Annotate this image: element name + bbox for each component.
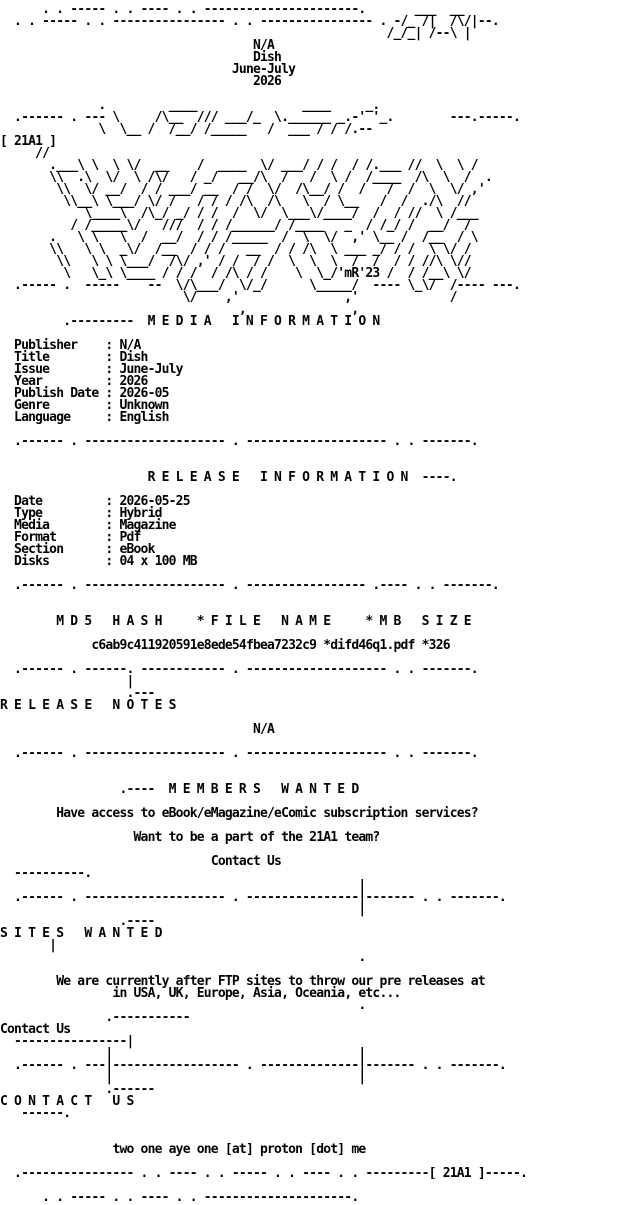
- divider-1: .------ . -------------------- . -------------------- . . -------.: [0, 434, 478, 449]
- media-value-publish-date: 2026-05: [119, 386, 169, 401]
- sites-heading-art: | .: [49, 938, 366, 965]
- top-border-art: . . ----- . . ---- . . ----------------------. ___ __ . . ----- . . ---------------- . . ---------------- . -/_ /| /\/|--. /_/_| /--\ |: [14, 2, 499, 41]
- members-wanted-line2: Want to be a part of the 21A1 team?: [133, 830, 380, 845]
- contact-us-heading: C O N T A C T U S: [0, 1094, 134, 1109]
- logo-art: . ____ ____ _. .------ . --- \ /\__ /// ___/_ \.______ _.-' '_. ---.-----. \ \__ / /__/ /_____ / ___ / / /.--: [14, 98, 520, 137]
- media-value-genre: Unknown: [119, 398, 169, 413]
- media-value-issue: June-July: [119, 362, 183, 377]
- bottom-border-art: . . ----- . . ---- . . ---------------------.: [0, 1190, 359, 1205]
- media-value-title: Dish: [119, 350, 148, 365]
- media-row-title: Title :: [0, 350, 120, 365]
- release-notes-heading: R E L E A S E N O T E S: [0, 698, 176, 713]
- release-value-media: Magazine: [119, 518, 176, 533]
- sites-wanted-line2: in USA, UK, Europe, Asia, Oceania, etc...: [112, 986, 401, 1001]
- media-row-issue: Issue :: [0, 362, 120, 377]
- release-row-type: Type :: [0, 506, 120, 521]
- logo-art-2: // .___\ \ \ \/ __ / ____ \/ ___/ / / / /.___ // \ \ / \\ .\ \/ \ /\/ / _/ __/\ / / \ / /____ /\ \ / . \\ \/ __/ / / ___/ __ / / \/ /\__/ / / / / \ \/ ,' \\__\ \___/ \/ / / / / /\ /\ \ / \__ / / ./\ // \____\ /\_/ _/ / / / \/ \___\/____/ / / // \ /___ / /_____\/ /// / / /______/ /____ _ / /_/ / __/ / . \ \ \ / __/ / / /_____ / \ \/ ,' \__ / /__ / \ \\ \ \ _\/ /__ / / / __ / / /\ \ ___ _/ / / \ \/ / \\ \ \ \___/ /\/ ,' / / / / \ \ \ / / / / //\ \// \ \_\ \____ / / / / /\ / / \ \_/'mR'23 / / /__\ \/ .----- . ----- -- \/\___/ \/_/ \_____/ ---- \_\/ /---- ---. \/ ,' ,' / , ,: [14, 146, 520, 317]
- members-wanted-line1: Have access to eBook/eMagazine/eComic subscription services?: [56, 806, 478, 821]
- header-year-value: 2026: [252, 74, 282, 89]
- media-value-language: English: [119, 410, 169, 425]
- release-value-section: eBook: [119, 542, 155, 557]
- release-value-format: Pdf: [119, 530, 141, 545]
- media-row-publish-date: Publish Date :: [0, 386, 120, 401]
- sites-contact-link[interactable]: Contact Us: [0, 1022, 71, 1037]
- media-row-publisher: Publisher :: [0, 338, 120, 353]
- footer-tail: -----.: [484, 1166, 528, 1181]
- header-issue-value: June-July: [231, 62, 296, 77]
- media-row-genre: Genre :: [0, 398, 120, 413]
- sites-contact-art: . .-----------: [105, 998, 366, 1025]
- file-name: *difd46q1.pdf: [323, 638, 415, 653]
- media-heading-line: .---------: [0, 314, 148, 329]
- header-name-value: N/A: [252, 38, 275, 53]
- header-title-value: Dish: [252, 50, 282, 65]
- members-wanted-heading: M E M B E R S W A N T E D: [168, 782, 359, 797]
- media-value-publisher: N/A: [119, 338, 141, 353]
- sites-wanted-line1: We are currently after FTP sites to throw our pre releases at: [56, 974, 485, 989]
- files-heading: M D 5 H A S H * F I L E N A M E * M B S I Z E: [56, 614, 471, 629]
- release-value-type: Hybrid: [119, 506, 162, 521]
- media-value-year: 2026: [119, 374, 148, 389]
- files-heading-line: [0, 614, 56, 629]
- divider-4: .------ . -------------------- . -------------------- . . -------.: [0, 746, 478, 761]
- media-row-language: Language :: [0, 410, 120, 425]
- release-heading-line: [0, 470, 148, 485]
- footer-group-tag: [ 21A1 ]: [428, 1166, 485, 1181]
- release-notes-line: [0, 722, 253, 737]
- media-row-year: Year :: [0, 374, 120, 389]
- contact-email-row: [0, 1142, 112, 1157]
- members-line2-row: [0, 830, 134, 845]
- release-value-disks: 04 x 100 MB: [119, 554, 197, 569]
- release-information-heading: R E L E A S E I N F O R M A T I O N: [147, 470, 408, 485]
- release-value-date: 2026-05-25: [119, 494, 190, 509]
- members-line1-row: [0, 806, 56, 821]
- sites-wanted-heading: S I T E S W A N T E D: [0, 926, 162, 941]
- release-notes-text: N/A: [252, 722, 275, 737]
- group-tag: [ 21A1 ]: [0, 134, 57, 149]
- file-row: [0, 638, 91, 653]
- footer-line: .---------------- . . ---- . . ----- . . ---- . . ---------: [0, 1166, 429, 1181]
- release-heading-tail: ----.: [407, 470, 457, 485]
- header-year: [0, 74, 253, 89]
- release-row-disks: Disks :: [0, 554, 120, 569]
- divider-2: .------ . -------------------- . ----------------- .---- . . -------.: [0, 578, 499, 593]
- divider-3: .------ . ------. ------------ . -------------------- . . -------. | .---: [14, 662, 478, 701]
- release-row-format: Format :: [0, 530, 120, 545]
- members-contact-art: ----------. | .------ . -------------------- . ----------------|------- . . -------. | .----: [14, 866, 506, 929]
- release-row-section: Section :: [0, 542, 120, 557]
- members-heading-line: .----: [0, 782, 169, 797]
- contact-email[interactable]: two one aye one [at] proton [dot] me: [112, 1142, 366, 1157]
- release-row-date: Date :: [0, 494, 120, 509]
- contact-heading-art: ------.: [0, 1106, 71, 1121]
- media-information-heading: M E D I A I N F O R M A T I O N: [147, 314, 380, 329]
- file-md5: c6ab9c411920591e8ede54fbea7232c9: [91, 638, 317, 653]
- sites-contact-art-2: ----------------| | | .------ . ---|------------------ . --------------|------- . . -------. | | .------: [14, 1034, 506, 1097]
- file-size: *326: [421, 638, 450, 653]
- release-row-media: Media :: [0, 518, 120, 533]
- members-contact-link[interactable]: Contact Us: [210, 854, 282, 869]
